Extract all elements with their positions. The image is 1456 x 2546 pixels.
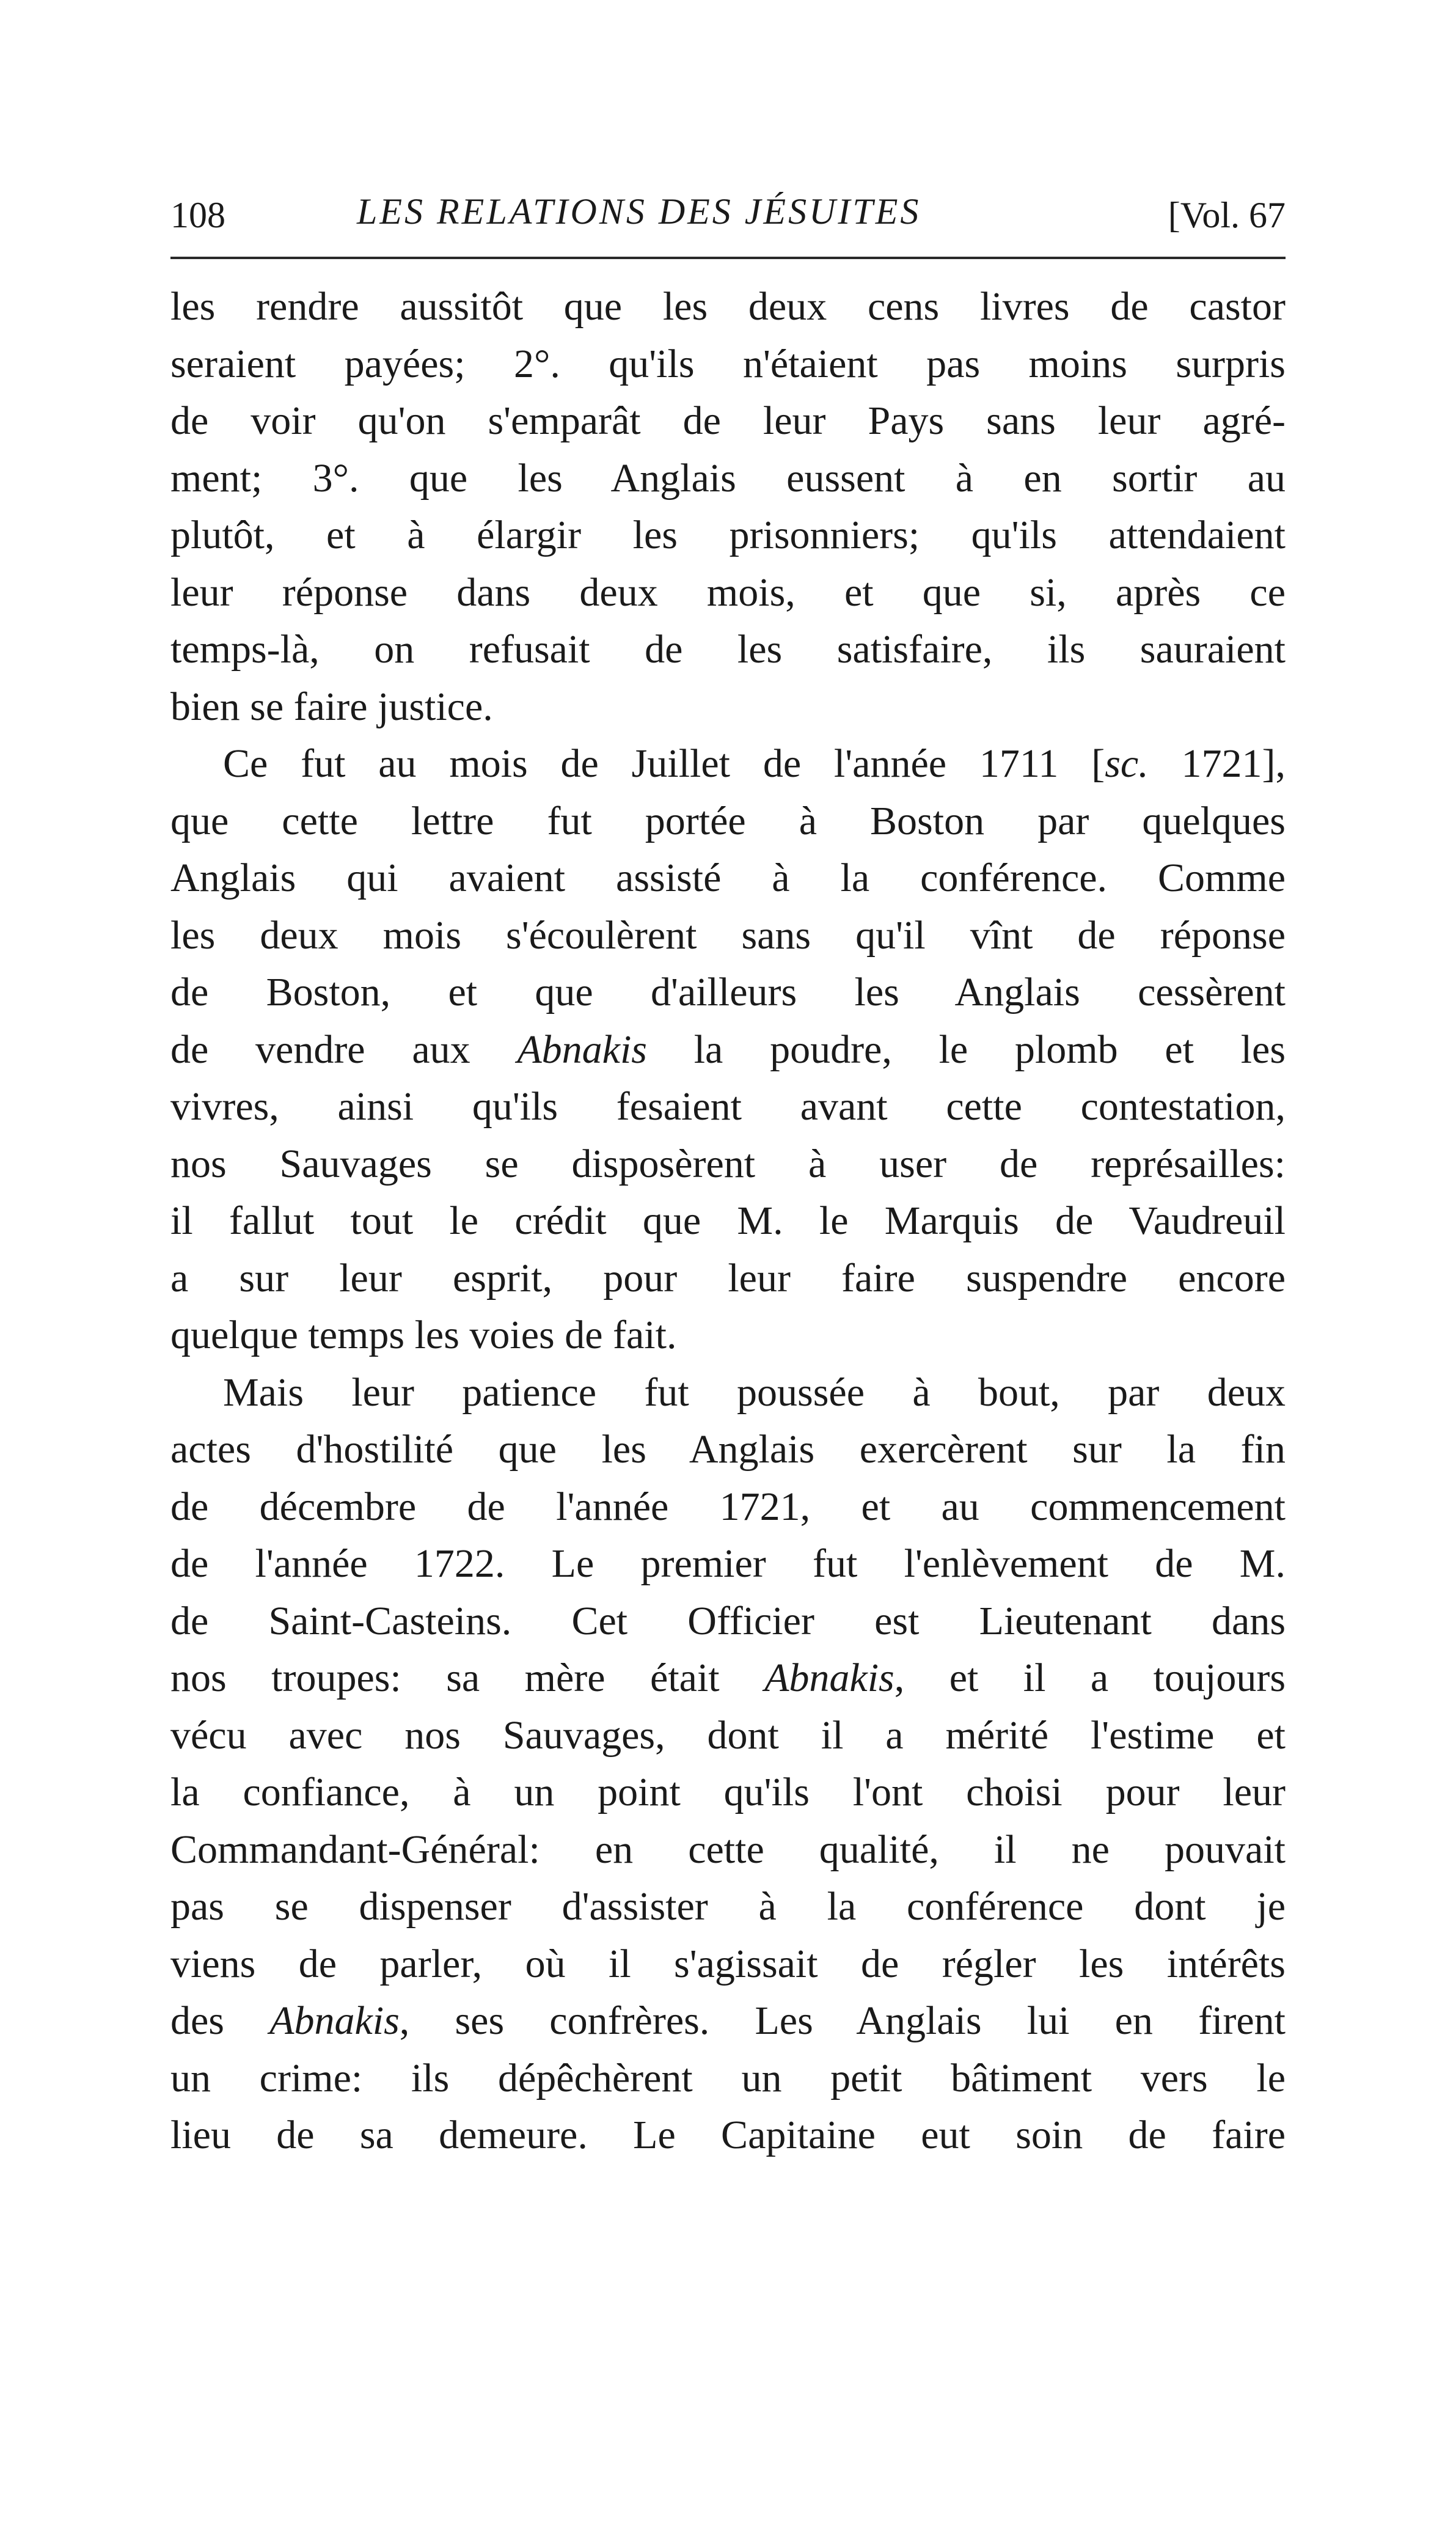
- volume-label: [Vol. 67: [1168, 195, 1286, 235]
- text-line: pas se dispenser d'assister à la conférence dont je: [170, 1884, 1286, 1929]
- text-line: ment; 3°. que les Anglais eussent à en sortir au: [170, 455, 1286, 501]
- page-number: 108: [170, 195, 225, 235]
- running-title: LES RELATIONS DES JÉSUITES: [357, 191, 921, 232]
- text-line: nos troupes: sa mère était Abnakis, et il a toujours: [170, 1656, 1286, 1700]
- text-line: de décembre de l'année 1721, et au commencement: [170, 1484, 1286, 1529]
- text-line: de Saint-Casteins. Cet Officier est Lieutenant dans: [170, 1598, 1286, 1643]
- text-line: vivres, ainsi qu'ils fesaient avant cette contestation,: [170, 1084, 1286, 1129]
- text-line: seraient payées; 2°. qu'ils n'étaient pas moins surpris: [170, 341, 1286, 386]
- text-line: les rendre aussitôt que les deux cens livres de castor: [170, 284, 1286, 329]
- text-line: de Boston, et que d'ailleurs les Anglais cessèrent: [170, 970, 1286, 1014]
- text-line: quelque temps les voies de fait.: [170, 1313, 677, 1357]
- text-line: il fallut tout le crédit que M. le Marquis de Vaudreuil: [170, 1198, 1286, 1243]
- text-line: a sur leur esprit, pour leur faire suspendre encore: [170, 1255, 1286, 1301]
- text-line: de l'année 1722. Le premier fut l'enlèvement de M.: [170, 1541, 1286, 1586]
- text-line: viens de parler, où il s'agissait de régler les intérêts: [170, 1941, 1286, 1986]
- running-head: [170, 183, 1286, 238]
- body-text: [170, 278, 1286, 2164]
- text-line: que cette lettre fut portée à Boston par quelques: [170, 798, 1286, 843]
- text-line: temps-là, on refusait de les satisfaire, ils sauraient: [170, 627, 1286, 672]
- text-line: nos Sauvages se disposèrent à user de représailles:: [170, 1141, 1286, 1186]
- text-line: Mais leur patience fut poussée à bout, par deux: [223, 1370, 1286, 1415]
- header-rule: [170, 257, 1286, 259]
- text-line: Ce fut au mois de Juillet de l'année 1711 [sc. 1721],: [223, 741, 1286, 786]
- text-line: actes d'hostilité que les Anglais exercèrent sur la fin: [170, 1427, 1286, 1472]
- text-line: vécu avec nos Sauvages, dont il a mérité l'estime et: [170, 1712, 1286, 1758]
- text-line: de voir qu'on s'emparât de leur Pays sans leur agré-: [170, 398, 1286, 443]
- text-line: la confiance, à un point qu'ils l'ont choisi pour leur: [170, 1770, 1286, 1814]
- text-line: lieu de sa demeure. Le Capitaine eut soin de faire: [170, 2113, 1286, 2157]
- text-line: plutôt, et à élargir les prisonniers; qu'ils attendaient: [170, 513, 1286, 557]
- text-line: des Abnakis, ses confrères. Les Anglais lui en firent: [170, 1998, 1286, 2043]
- text-line: de vendre aux Abnakis la poudre, le plomb et les: [170, 1027, 1286, 1072]
- text-line: leur réponse dans deux mois, et que si, après ce: [170, 570, 1286, 615]
- text-line: un crime: ils dépêchèrent un petit bâtiment vers le: [170, 2055, 1286, 2100]
- text-line: les deux mois s'écoulèrent sans qu'il vînt de réponse: [170, 912, 1286, 958]
- text-line: Anglais qui avaient assisté à la conférence. Comme: [170, 856, 1286, 900]
- text-line: bien se faire justice.: [170, 684, 493, 729]
- text-line: Commandant-Général: en cette qualité, il ne pouvait: [170, 1827, 1286, 1872]
